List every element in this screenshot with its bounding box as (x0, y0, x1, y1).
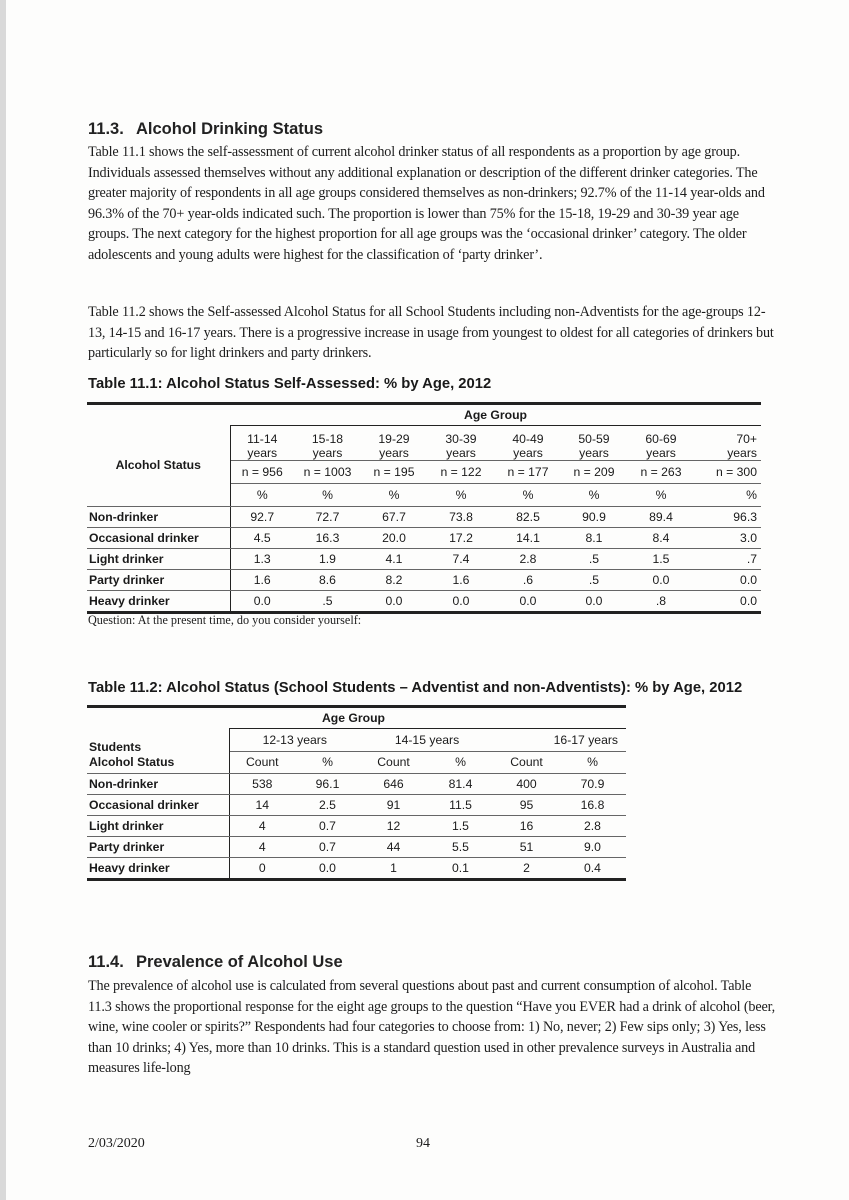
table-cell: 9.0 (559, 836, 626, 857)
column-header-top: 19-29 (378, 431, 410, 446)
table-cell: 72.7 (294, 506, 361, 527)
column-header-top: 40-49 (512, 431, 544, 446)
page-number: 94 (416, 1136, 430, 1151)
table-cell: .5 (561, 548, 627, 569)
age-group-header: Age Group (230, 404, 761, 426)
table-cell: 3.0 (695, 527, 761, 548)
table-cell: 67.7 (361, 506, 427, 527)
table-cell: 0.7 (295, 815, 360, 836)
table-cell: 1.6 (230, 569, 294, 590)
alcohol-status-header: Alcohol Status (87, 425, 230, 506)
unit-label: % (627, 483, 695, 506)
row-label: Occasional drinker (87, 527, 230, 548)
table-cell: 8.1 (561, 527, 627, 548)
subheader: % (559, 751, 626, 773)
table-row (87, 794, 626, 815)
table-11-2 (87, 705, 626, 881)
section-11-3-paragraph-2: Table 11.2 shows the Self-assessed Alcohol Status for all School Students including non-Adventists for the age-groups 12-13, 14-15 and 16-17 years. There is a progressive increase in usage from youngest to oldest for all categories of drinkers but particularly so for light drinkers and party drinkers. (88, 304, 774, 362)
table-row (87, 857, 626, 879)
table-header-row (87, 425, 761, 460)
table-cell: 16 (494, 815, 559, 836)
column-header (695, 425, 761, 460)
sample-size: n = 263 (627, 460, 695, 483)
table-cell: 0.0 (627, 569, 695, 590)
table-cell: 90.9 (561, 506, 627, 527)
table-cell: 646 (360, 773, 427, 794)
subheader: Count (229, 751, 295, 773)
section-11-3-paragraph-1: Table 11.1 shows the self-assessment of current alcohol drinker status of all respondents as a proportion by age group. Individuals assessed themselves without any additional explanation or description of the different drinker categories. The greater majority of respondents in all age groups considered themselves as non-drinkers; 92.7% of the 11-14 year-olds and 96.3% of the 70+ year-olds indicated such. The proportion is lower than 75% for the 15-18, 19-29 and 30-39 year age groups. The next category for the highest proportion for all age groups was the ‘occasional drinker’ category. The older adolescents and young adults were highest for the classification of ‘party drinker’. (88, 144, 765, 263)
sample-size: n = 956 (230, 460, 294, 483)
unit-label: % (427, 483, 495, 506)
table-cell: 96.1 (295, 773, 360, 794)
table-row (87, 773, 626, 794)
table-cell: 4.1 (361, 548, 427, 569)
column-header-top: 60-69 (645, 431, 677, 446)
column-header-top: 15-18 (311, 431, 344, 446)
table-cell: .5 (294, 590, 361, 612)
sample-size: n = 122 (427, 460, 495, 483)
column-header (361, 425, 427, 460)
section-heading-11-4 (88, 953, 343, 972)
table-cell: 400 (494, 773, 559, 794)
footer-date: 2/03/2020 (88, 1136, 145, 1151)
table-cell: 0.0 (695, 569, 761, 590)
column-header-top: 70+ (736, 431, 757, 446)
row-label: Party drinker (87, 569, 230, 590)
table-cell: 8.4 (627, 527, 695, 548)
table-row (87, 548, 761, 569)
unit-label: % (561, 483, 627, 506)
table-cell: 51 (494, 836, 559, 857)
column-header-bottom: years (379, 445, 409, 460)
table-cell: 0.0 (295, 857, 360, 879)
table-cell: 0.0 (361, 590, 427, 612)
row-label: Non-drinker (87, 773, 229, 794)
table-row (87, 527, 761, 548)
table-cell: 1.6 (427, 569, 495, 590)
table-header-row (87, 404, 761, 426)
row-label: Light drinker (87, 815, 229, 836)
table-cell: 92.7 (230, 506, 294, 527)
table-cell: 12 (360, 815, 427, 836)
table-cell: 4 (229, 815, 295, 836)
sample-size: n = 1003 (294, 460, 361, 483)
table-cell: 538 (229, 773, 295, 794)
group-header: 16-17 years (494, 728, 626, 751)
column-header-bottom: years (247, 445, 278, 460)
column-header (427, 425, 495, 460)
row-label: Heavy drinker (87, 857, 229, 879)
table-header-row (87, 728, 626, 751)
subheader: Count (494, 751, 559, 773)
table-11-1-title: Table 11.1: Alcohol Status Self-Assessed: % by Age, 2012 (88, 376, 492, 392)
row-label: Heavy drinker (87, 590, 230, 612)
row-header-line: Students (89, 739, 142, 754)
table-cell: 0.0 (695, 590, 761, 612)
table-cell: 2.8 (559, 815, 626, 836)
students-alcohol-status-header (87, 728, 229, 773)
table-cell: 0.0 (230, 590, 294, 612)
table-cell: 1 (360, 857, 427, 879)
table-11-2-title: Table 11.2: Alcohol Status (School Students – Adventist and non-Adventists): % by Age, 2012 (88, 680, 743, 696)
subheader: Count (360, 751, 427, 773)
table-cell: 8.2 (361, 569, 427, 590)
column-header-bottom: years (312, 445, 343, 460)
sample-size: n = 209 (561, 460, 627, 483)
table-cell: .8 (627, 590, 695, 612)
row-label: Party drinker (87, 836, 229, 857)
table-cell: 73.8 (427, 506, 495, 527)
table-cell: 16.3 (294, 527, 361, 548)
unit-label: % (361, 483, 427, 506)
column-header (495, 425, 561, 460)
row-header-line: Alcohol Status (89, 754, 175, 769)
table-cell: .6 (495, 569, 561, 590)
table-cell: 4.5 (230, 527, 294, 548)
column-header (230, 425, 294, 460)
page-edge-shadow (0, 0, 6, 1200)
table-row (87, 836, 626, 857)
age-group-header: Age Group (229, 707, 626, 729)
table-cell: 95 (494, 794, 559, 815)
sample-size: n = 177 (495, 460, 561, 483)
table-row (87, 815, 626, 836)
row-label: Non-drinker (87, 506, 230, 527)
section-11-4-paragraph: The prevalence of alcohol use is calculated from several questions about past and current consumption of alcohol. Table 11.3 shows the proportional response for the eight age groups to the question “Have you EVER had a drink of alcohol (beer, wine, wine cooler or spirits?” Respondents had four categories to choose from: 1) No, never; 2) Few sips only; 3) Yes, less than 10 drinks; 4) Yes, more than 10 drinks. This is a standard question used in other prevalence surveys in Australia and measures life-long (88, 978, 776, 1077)
table-cell: 81.4 (427, 773, 494, 794)
table-cell: 70.9 (559, 773, 626, 794)
table-cell: 1.9 (294, 548, 361, 569)
table-cell: 89.4 (627, 506, 695, 527)
table-cell: 91 (360, 794, 427, 815)
column-header-bottom: years (446, 445, 476, 460)
group-header: 12-13 years (229, 728, 360, 751)
section-heading-11-3 (88, 120, 323, 139)
unit-label: % (495, 483, 561, 506)
subheader: % (295, 751, 360, 773)
column-header (561, 425, 627, 460)
column-header-bottom: years (646, 445, 676, 460)
table-cell: 5.5 (427, 836, 494, 857)
section-title: Prevalence of Alcohol Use (136, 953, 343, 971)
table-cell: 8.6 (294, 569, 361, 590)
table-cell: 16.8 (559, 794, 626, 815)
column-header (294, 425, 361, 460)
table-cell: 1.5 (627, 548, 695, 569)
table-cell: .7 (695, 548, 761, 569)
unit-label: % (230, 483, 294, 506)
group-header: 14-15 years (360, 728, 494, 751)
section-number: 11.4. (88, 953, 124, 971)
table-cell: 0.0 (561, 590, 627, 612)
column-header-top: 30-39 (445, 431, 477, 446)
table-cell: 0.7 (295, 836, 360, 857)
table-header-row (87, 707, 626, 729)
table-cell: 4 (229, 836, 295, 857)
column-header-bottom: years (727, 445, 757, 460)
sample-size: n = 300 (695, 460, 761, 483)
table-cell: .5 (561, 569, 627, 590)
table-cell: 14.1 (495, 527, 561, 548)
sample-size: n = 195 (361, 460, 427, 483)
table-11-1 (87, 402, 761, 614)
table-row (87, 569, 761, 590)
column-header-bottom: years (579, 445, 609, 460)
column-header-top: 11-14 (247, 431, 278, 446)
table-row (87, 506, 761, 527)
table-cell: 44 (360, 836, 427, 857)
table-cell: 0.1 (427, 857, 494, 879)
table-cell: 0 (229, 857, 295, 879)
column-header (627, 425, 695, 460)
table-row (87, 590, 761, 612)
section-number: 11.3. (88, 120, 124, 138)
table-cell: 96.3 (695, 506, 761, 527)
table-cell: 1.3 (230, 548, 294, 569)
table-cell: 14 (229, 794, 295, 815)
table-cell: 0.0 (495, 590, 561, 612)
unit-label: % (294, 483, 361, 506)
table-cell: 0.0 (427, 590, 495, 612)
unit-label: % (695, 483, 761, 506)
table-cell: 7.4 (427, 548, 495, 569)
column-header-bottom: years (513, 445, 543, 460)
table-cell: 0.4 (559, 857, 626, 879)
table-cell: 1.5 (427, 815, 494, 836)
table-cell: 11.5 (427, 794, 494, 815)
row-label: Light drinker (87, 548, 230, 569)
table-cell: 2 (494, 857, 559, 879)
table-cell: 2.8 (495, 548, 561, 569)
table-cell: 20.0 (361, 527, 427, 548)
subheader: % (427, 751, 494, 773)
section-title: Alcohol Drinking Status (136, 120, 324, 138)
table-cell: 82.5 (495, 506, 561, 527)
table-11-1-note: Question: At the present time, do you consider yourself: (88, 613, 362, 627)
table-cell: 2.5 (295, 794, 360, 815)
row-label: Occasional drinker (87, 794, 229, 815)
table-cell: 17.2 (427, 527, 495, 548)
column-header-top: 50-59 (578, 431, 610, 446)
